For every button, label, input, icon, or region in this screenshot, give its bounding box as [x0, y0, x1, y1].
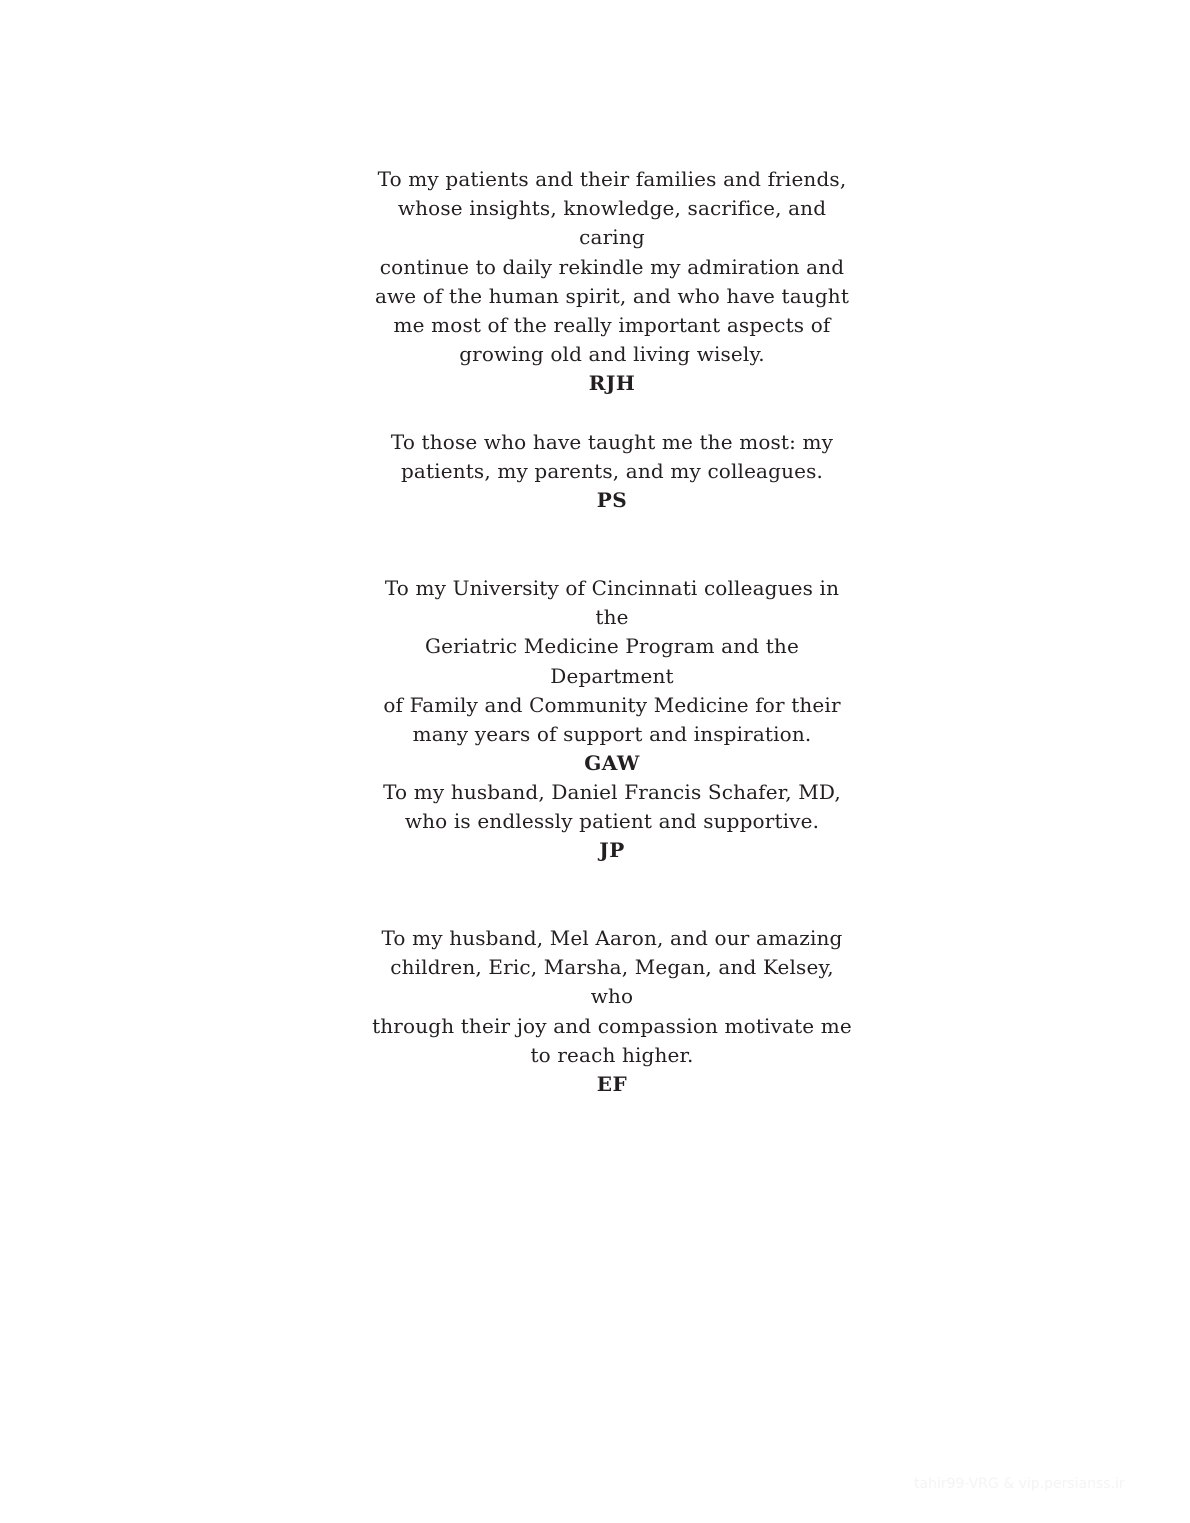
- dedication-line: who is endlessly patient and supportive.: [404, 809, 820, 834]
- dedication-line: me most of the really important aspects of: [393, 313, 831, 338]
- author-initials: PS: [596, 488, 628, 513]
- dedication-text: [372, 924, 852, 1070]
- dedication-line: whose insights, knowledge, sacrifice, and caring: [397, 196, 827, 250]
- dedication-rjh: [372, 165, 852, 399]
- author-initials: GAW: [584, 751, 640, 776]
- dedication-text: [372, 428, 852, 486]
- dedication-ps: [372, 428, 852, 516]
- dedication-text: [372, 165, 852, 369]
- dedication-line: To my patients and their families and friends,: [377, 167, 847, 191]
- dedication-line: many years of support and inspiration.: [412, 722, 812, 747]
- dedication-gaw: [372, 574, 852, 778]
- dedication-text: [372, 778, 852, 836]
- watermark: tahir99-VRG & vip.persianss.ir: [914, 1476, 1125, 1492]
- dedication-line: awe of the human spirit, and who have taught: [374, 283, 850, 308]
- dedication-line: continue to daily rekindle my admiration and: [379, 254, 845, 279]
- dedication-line: To my University of Cincinnati colleagues in the: [384, 576, 840, 630]
- dedication-line: growing old and living wisely.: [459, 342, 765, 367]
- dedication-text: [372, 574, 852, 749]
- dedication-line: of Family and Community Medicine for their: [383, 692, 841, 717]
- dedication-ef: [372, 924, 852, 1099]
- author-initials: JP: [599, 838, 625, 863]
- dedication-line: patients, my parents, and my colleagues.: [400, 459, 824, 484]
- dedication-line: Geriatric Medicine Program and the Department: [425, 634, 799, 688]
- author-initials: EF: [596, 1072, 628, 1097]
- dedication-line: To my husband, Daniel Francis Schafer, MD,: [383, 780, 841, 804]
- dedication-line: children, Eric, Marsha, Megan, and Kelsey, who: [390, 955, 834, 1009]
- author-initials: RJH: [588, 371, 636, 396]
- dedication-jp: [372, 778, 852, 866]
- dedication-line: To my husband, Mel Aaron, and our amazing: [381, 926, 843, 950]
- dedication-line: to reach higher.: [530, 1042, 694, 1067]
- dedication-line: through their joy and compassion motivate me: [372, 1013, 852, 1038]
- dedication-line: To those who have taught me the most: my: [390, 430, 834, 454]
